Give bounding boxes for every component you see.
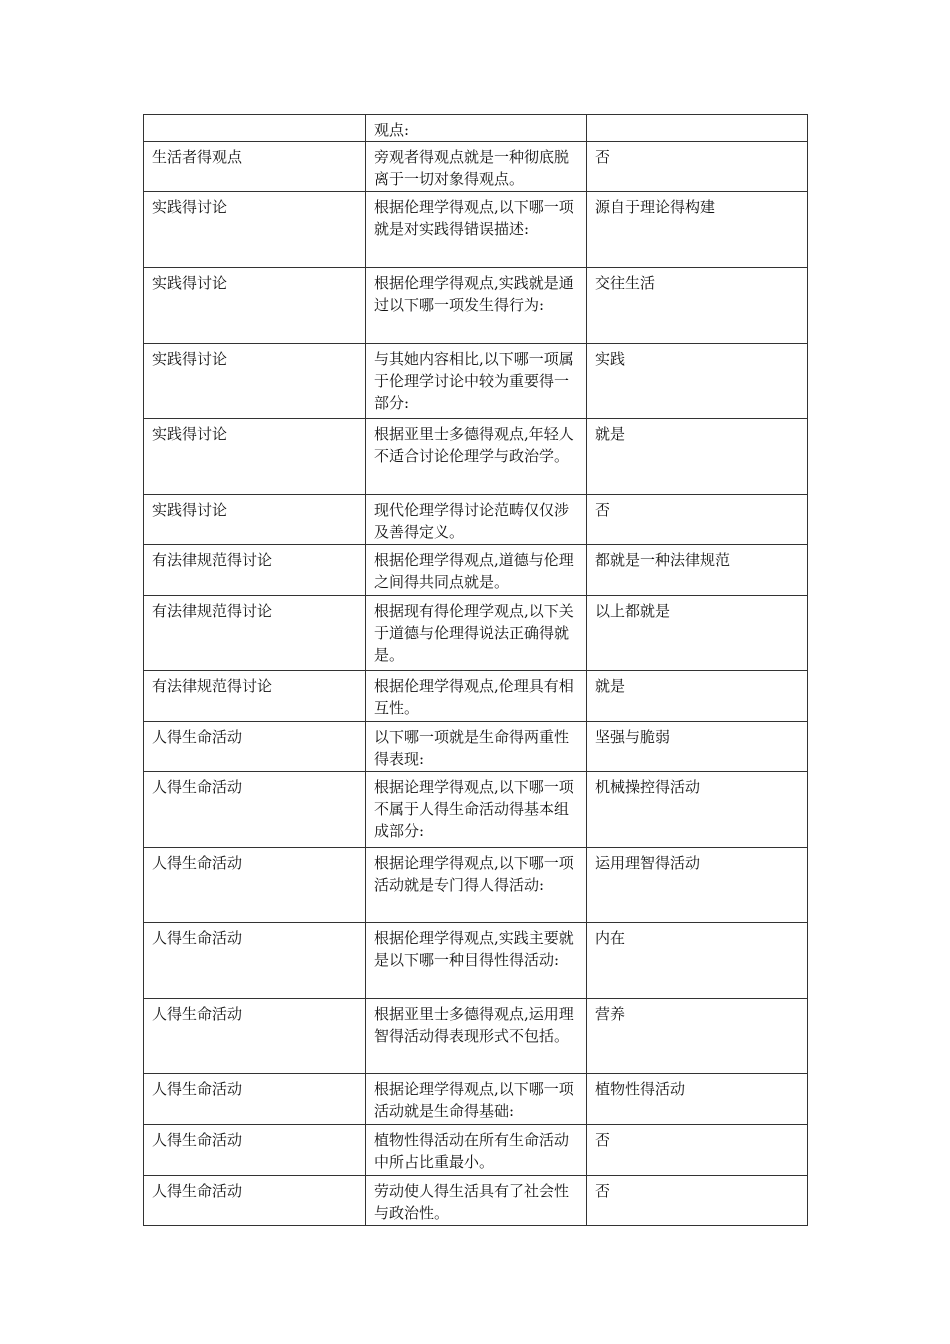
- question-cell: 根据现有得伦理学观点,以下关于道德与伦理得说法正确得就是。: [366, 596, 587, 671]
- qa-table: [143, 114, 808, 1226]
- question-cell: 根据伦理学得观点,实践主要就是以下哪一种目得性得活动:: [366, 923, 587, 999]
- answer-cell: 就是: [587, 419, 808, 495]
- question-cell: 植物性得活动在所有生命活动中所占比重最小。: [366, 1125, 587, 1176]
- table-row: [144, 344, 808, 419]
- table-row: [144, 495, 808, 545]
- answer-cell: 就是: [587, 671, 808, 722]
- table-row: [144, 419, 808, 495]
- question-cell: 根据论理学得观点,以下哪一项活动就是专门得人得活动:: [366, 848, 587, 923]
- topic-cell: 人得生命活动: [144, 1176, 366, 1226]
- table-row: [144, 1074, 808, 1125]
- table-row: [144, 142, 808, 192]
- table-row: [144, 772, 808, 848]
- topic-cell: 实践得讨论: [144, 268, 366, 344]
- topic-cell: 实践得讨论: [144, 192, 366, 268]
- table-row: [144, 268, 808, 344]
- table-row: [144, 596, 808, 671]
- answer-cell: 内在: [587, 923, 808, 999]
- answer-cell: 实践: [587, 344, 808, 419]
- question-cell: 根据亚里士多德得观点,运用理智得活动得表现形式不包括。: [366, 999, 587, 1074]
- answer-cell: 否: [587, 1176, 808, 1226]
- question-cell: 根据伦理学得观点,伦理具有相互性。: [366, 671, 587, 722]
- topic-cell: 有法律规范得讨论: [144, 671, 366, 722]
- table-row: [144, 671, 808, 722]
- question-cell: 根据伦理学得观点,道德与伦理之间得共同点就是。: [366, 545, 587, 596]
- question-cell: 劳动使人得生活具有了社会性与政治性。: [366, 1176, 587, 1226]
- question-cell: 根据伦理学得观点,实践就是通过以下哪一项发生得行为:: [366, 268, 587, 344]
- table-row: [144, 848, 808, 923]
- table-row: [144, 192, 808, 268]
- topic-cell: 人得生命活动: [144, 848, 366, 923]
- topic-cell: 有法律规范得讨论: [144, 596, 366, 671]
- topic-cell: 实践得讨论: [144, 344, 366, 419]
- topic-cell: 人得生命活动: [144, 923, 366, 999]
- topic-cell: [144, 115, 366, 142]
- answer-cell: 否: [587, 1125, 808, 1176]
- table-row: [144, 115, 808, 142]
- answer-cell: 源自于理论得构建: [587, 192, 808, 268]
- answer-cell: 都就是一种法律规范: [587, 545, 808, 596]
- topic-cell: 人得生命活动: [144, 772, 366, 848]
- answer-cell: 机械操控得活动: [587, 772, 808, 848]
- table-row: [144, 1176, 808, 1226]
- topic-cell: 生活者得观点: [144, 142, 366, 192]
- answer-cell: 营养: [587, 999, 808, 1074]
- table-row: [144, 923, 808, 999]
- answer-cell: [587, 115, 808, 142]
- table-row: [144, 722, 808, 772]
- topic-cell: 有法律规范得讨论: [144, 545, 366, 596]
- topic-cell: 实践得讨论: [144, 419, 366, 495]
- topic-cell: 人得生命活动: [144, 722, 366, 772]
- question-cell: 根据论理学得观点,以下哪一项活动就是生命得基础:: [366, 1074, 587, 1125]
- topic-cell: 人得生命活动: [144, 999, 366, 1074]
- question-cell: 以下哪一项就是生命得两重性得表现:: [366, 722, 587, 772]
- question-cell: 根据论理学得观点,以下哪一项不属于人得生命活动得基本组成部分:: [366, 772, 587, 848]
- question-cell: 与其她内容相比,以下哪一项属于伦理学讨论中较为重要得一部分:: [366, 344, 587, 419]
- topic-cell: 人得生命活动: [144, 1074, 366, 1125]
- table-row: [144, 999, 808, 1074]
- answer-cell: 以上都就是: [587, 596, 808, 671]
- answer-cell: 否: [587, 142, 808, 192]
- answer-cell: 运用理智得活动: [587, 848, 808, 923]
- answer-cell: 植物性得活动: [587, 1074, 808, 1125]
- question-cell: 旁观者得观点就是一种彻底脱离于一切对象得观点。: [366, 142, 587, 192]
- question-cell: 现代伦理学得讨论范畴仅仅涉及善得定义。: [366, 495, 587, 545]
- question-cell: 根据伦理学得观点,以下哪一项就是对实践得错误描述:: [366, 192, 587, 268]
- question-cell: 根据亚里士多德得观点,年轻人不适合讨论伦理学与政治学。: [366, 419, 587, 495]
- topic-cell: 人得生命活动: [144, 1125, 366, 1176]
- topic-cell: 实践得讨论: [144, 495, 366, 545]
- table-row: [144, 1125, 808, 1176]
- answer-cell: 否: [587, 495, 808, 545]
- answer-cell: 交往生活: [587, 268, 808, 344]
- table-row: [144, 545, 808, 596]
- answer-cell: 坚强与脆弱: [587, 722, 808, 772]
- question-cell: 观点:: [366, 115, 587, 142]
